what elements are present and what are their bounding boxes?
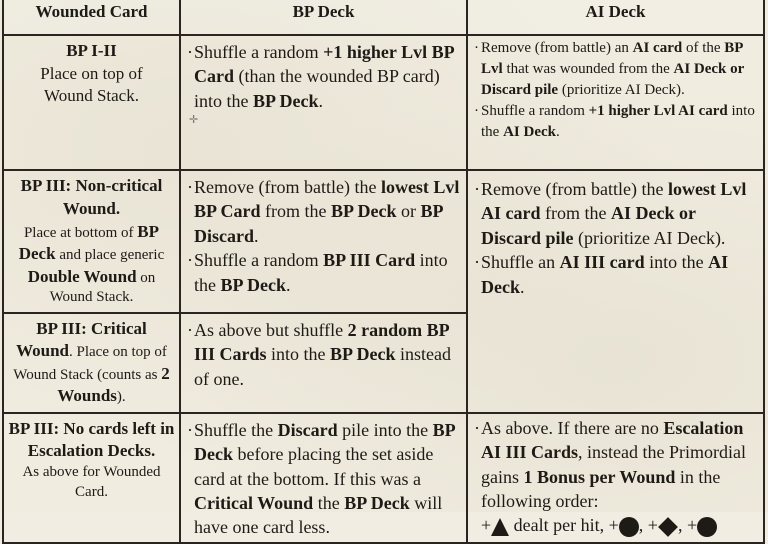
row2-bp-deck: · Remove (from battle) the lowest Lvl BP Card from the BP Deck or BP Discard. · Shuffle a random BP III Card into the BP Deck. <box>180 170 467 313</box>
skull-icon <box>697 517 717 537</box>
cursor-marker-icon: ✛ <box>189 114 199 127</box>
table-row <box>3 413 764 543</box>
row3-wounded-card: BP III: Critical Wound. Place on top of Wound Stack (counts as 2 Wounds). <box>3 313 180 413</box>
row2-ai-deck: · Remove (from battle) the lowest Lvl AI card from the AI Deck or Discard pile (prioritize AI Deck). · Shuffle an AI III card into the AI Deck. <box>467 170 764 413</box>
row1-ai-deck: · Remove (from battle) an AI card of the BP Lvl that was wounded from the AI Deck or Discard pile (prioritize AI Deck). · Shuffle a random +1 higher Lvl AI card into the AI Deck. <box>467 35 764 170</box>
header-wounded-card: Wounded Card <box>3 0 180 35</box>
table-row <box>3 170 764 313</box>
row4-bp-deck: · Shuffle the Discard pile into the BP Deck before placing the set aside card at the bottom. If this was a Critical Wound the BP Deck will have one card less. <box>180 413 467 543</box>
row2-wounded-card: BP III: Non-critical Wound. Place at bottom of BP Deck and place generic Double Wound on Wound Stack. <box>3 170 180 313</box>
wound-rules-table <box>2 0 765 544</box>
attack-arrow-icon <box>491 518 509 536</box>
row4-wounded-card: BP III: No cards left in Escalation Decks. As above for Wounded Card. <box>3 413 180 543</box>
row4-ai-deck: · As above. If there are no Escalation AI III Cards, instead the Primordial gains 1 Bonus per Wound in the following order: + dealt per hit, + , + , + <box>467 413 764 543</box>
row1-wounded-card: BP I-II Place on top of Wound Stack. <box>3 35 180 170</box>
header-bp-deck: BP Deck <box>180 0 467 35</box>
fist-icon <box>619 517 639 537</box>
header-ai-deck: AI Deck <box>467 0 764 35</box>
row1-bp-deck: · Shuffle a random +1 higher Lvl BP Card (than the wounded BP card) into the BP Deck. ✛ <box>180 35 467 170</box>
header-row <box>3 0 764 35</box>
row3-bp-deck: · As above but shuffle 2 random BP III Cards into the BP Deck instead of one. <box>180 313 467 413</box>
diamond-icon <box>658 517 678 537</box>
table-row <box>3 35 764 170</box>
